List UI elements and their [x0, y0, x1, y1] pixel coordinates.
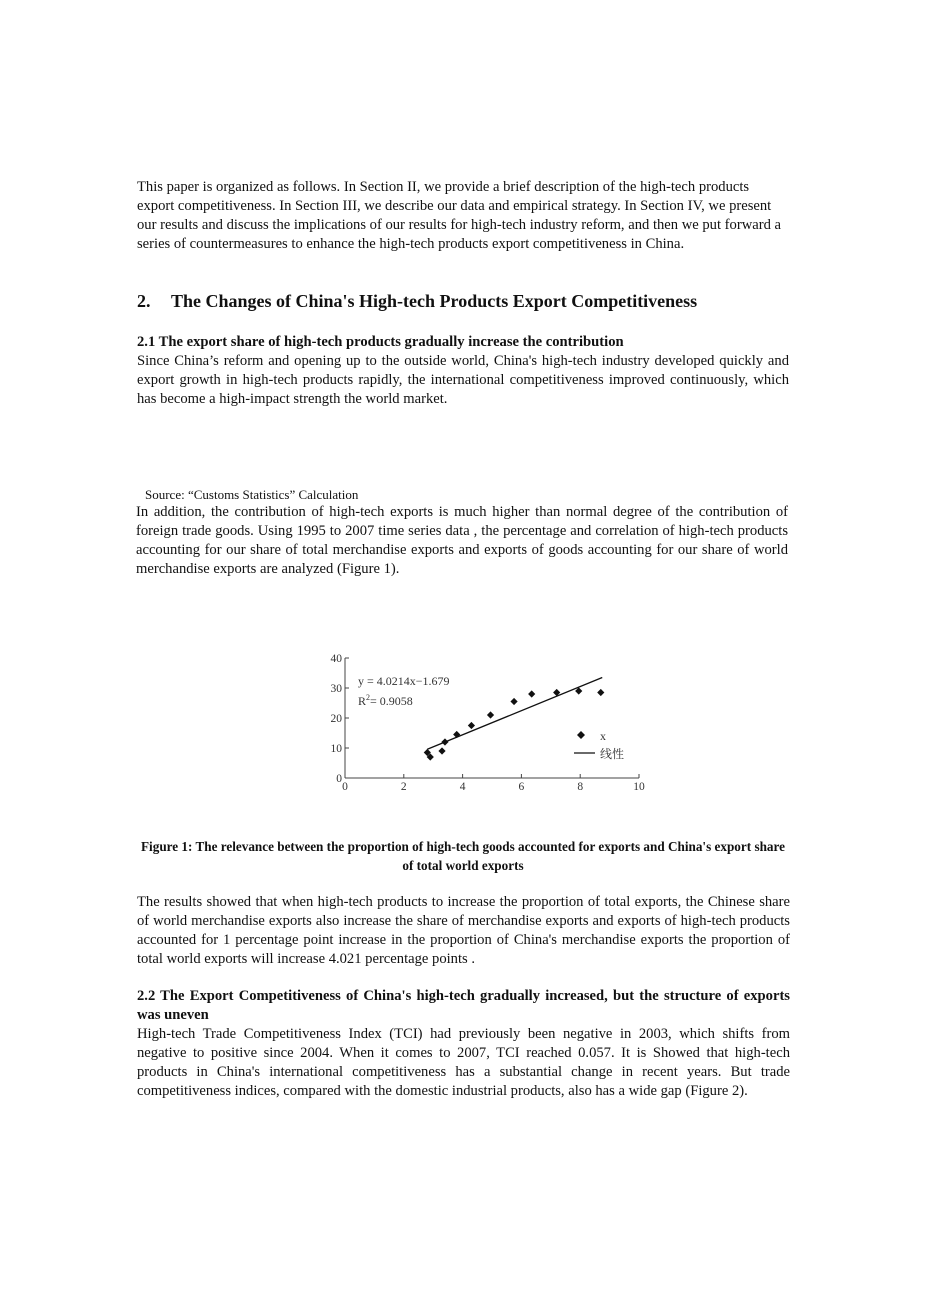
section-number: 2. [137, 291, 151, 311]
results-text: The results showed that when high-tech products to increase the proportion of total exports, the Chinese share of world merchandise exports also increase the share of merchandise exports and exports of high-tech products accounted for 1 percentage point increase in the proportion of China's merchandise exports the proportion of total world exports will increase 4.021 percentage points . [137, 894, 790, 967]
equation-annotation: y = 4.0214x−1.679 [358, 674, 450, 688]
x-tick-label: 2 [400, 781, 407, 793]
figure-1-caption [137, 837, 789, 875]
source-note-text: Source: “Customs Statistics” Calculation [145, 487, 359, 502]
legend-marker-points [577, 731, 585, 739]
data-point [510, 698, 517, 705]
intro-paragraph [137, 178, 789, 254]
section-title: The Changes of China's High-tech Products Export Competitiveness [171, 291, 698, 311]
r-squared-annotation: $R^2= 0.9058$ [358, 693, 413, 708]
data-point [441, 738, 448, 745]
y-tick-label: 40 [330, 653, 342, 665]
data-point [487, 711, 494, 718]
data-point [528, 690, 535, 697]
chart-trendline-group [427, 677, 602, 749]
intro-text: This paper is organized as follows. In Section II, we provide a brief description of the high-tech products export competitiveness. In Section III, we describe our data and empirical strategy. In Section IV, we present our results and discuss the implications of our results for high-tech industry reform, and then we put forward a series of countermeasures to enhance the high-tech products export competitiveness in China. [137, 179, 781, 252]
addition-text: In addition, the contribution of high-tech exports is much higher than normal degree of the contribution of foreign trade goods. Using 1995 to 2007 time series data , the percentage and correlation of high-tech products accounting for our share of total merchandise exports and exports of goods accounting for our share of world merchandise exports are analyzed (Figure 1). [136, 504, 788, 577]
chart-points [424, 687, 605, 760]
legend-label-line: 线性 [600, 747, 625, 761]
data-point [453, 731, 460, 738]
chart-legend [574, 729, 624, 761]
subsection-2-2-title: 2.2 The Export Competitiveness of China's high-tech gradually increased, but the structure of exports was uneven [137, 988, 790, 1023]
x-tick-label: 8 [577, 781, 584, 793]
y-tick-label: 10 [330, 743, 342, 755]
subsection-2-1-body: Since China’s reform and opening up to the outside world, China's high-tech industry developed quickly and export growth in high-tech products rapidly, the international competitiveness improved continuously, which has become a high-impact strength the world market. [137, 353, 789, 407]
x-tick-label: 10 [633, 781, 645, 793]
y-tick-label: 0 [336, 773, 342, 785]
data-point [438, 747, 445, 754]
x-tick-label: 4 [459, 781, 466, 793]
data-point [597, 689, 604, 696]
y-tick-label: 30 [330, 683, 342, 695]
subsection-2-2 [137, 987, 790, 1101]
section-2-heading [137, 290, 789, 312]
results-paragraph [137, 893, 790, 969]
data-point [468, 722, 475, 729]
source-note [145, 485, 797, 504]
legend-label-points: x [600, 729, 606, 743]
subsection-2-2-body: High-tech Trade Competitiveness Index (TCI) had previously been negative in 2003, which shifts from negative to positive since 2004. When it comes to 2007, TCI reached 0.057. It is Showed that high-tech products in China's international competitiveness has a substantial change in recent years. But trade competitiveness indices, compared with the domestic industrial products, also has a wide gap (Figure 2). [137, 1026, 790, 1099]
x-tick-label: 6 [518, 781, 525, 793]
figure-1-chart [318, 652, 648, 797]
y-tick-label: 20 [330, 713, 342, 725]
x-tick-label: 0 [342, 781, 348, 793]
trend-line [427, 677, 602, 749]
subsection-2-1 [137, 333, 789, 409]
addition-paragraph [136, 503, 788, 579]
subsection-2-1-title: 2.1 The export share of high-tech products gradually increase the contribution [137, 334, 624, 350]
figure-1-caption-text: Figure 1: The relevance between the proportion of high-tech goods accounted for exports and China's export share of total world exports [141, 839, 785, 873]
